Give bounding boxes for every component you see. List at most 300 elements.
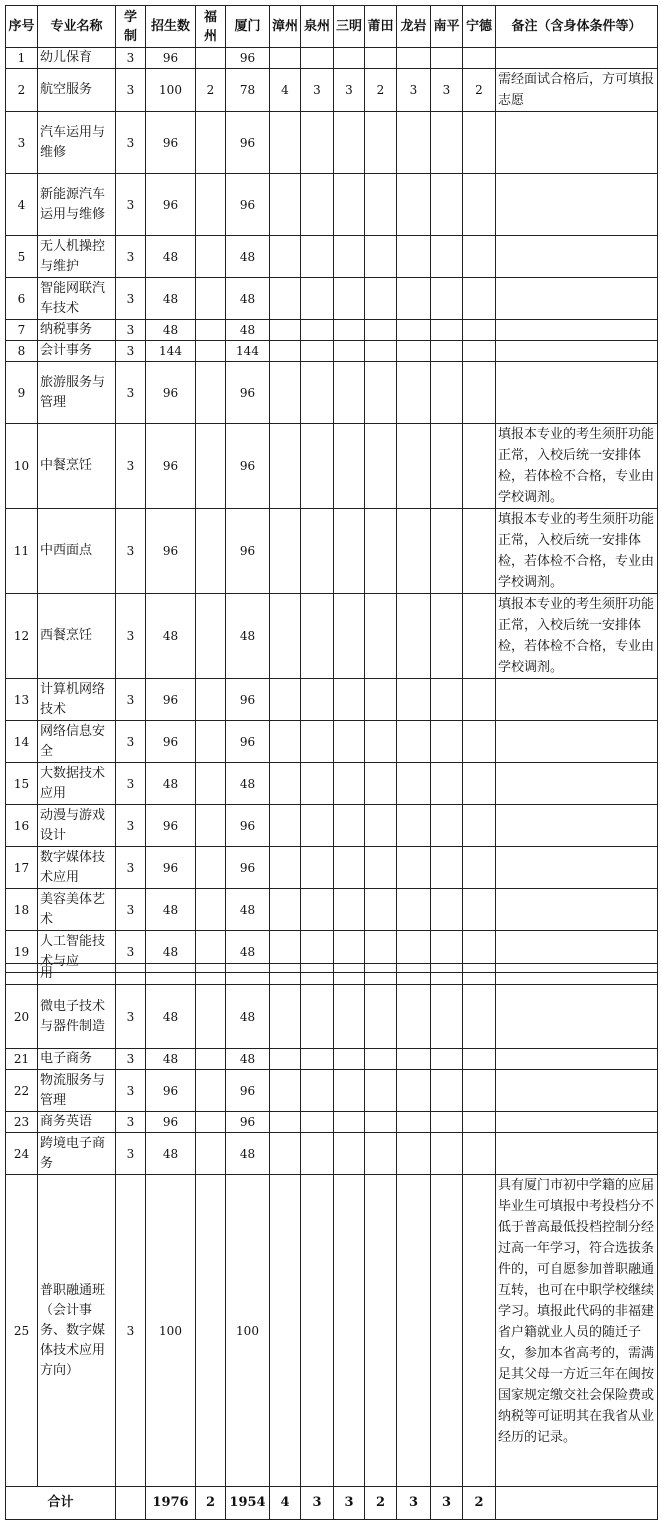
cell-enroll: 48 bbox=[146, 278, 196, 320]
enrollment-table bbox=[5, 5, 658, 973]
cell-fuzhou bbox=[196, 721, 226, 763]
cell-quanzhou bbox=[301, 1133, 334, 1175]
table-row bbox=[6, 69, 658, 112]
cell-nanping bbox=[431, 236, 463, 278]
cell-nanping bbox=[431, 985, 463, 1049]
cell-putian bbox=[365, 320, 397, 341]
cell-sanming bbox=[334, 805, 365, 847]
cell-remark bbox=[496, 847, 658, 889]
cell-seq: 6 bbox=[6, 278, 38, 320]
cell-longyan bbox=[397, 424, 431, 509]
table-row bbox=[6, 236, 658, 278]
cell-nanping bbox=[431, 889, 463, 931]
cell-major: 动漫与游戏设计 bbox=[38, 805, 116, 847]
cell-zhangzhou bbox=[270, 1175, 301, 1487]
cell-xiamen: 96 bbox=[226, 362, 270, 424]
cell-seq: 23 bbox=[6, 1112, 38, 1133]
cell-enroll: 100 bbox=[146, 1175, 196, 1487]
cell-ningde bbox=[463, 509, 496, 594]
header-remark: 备注（含身体条件等） bbox=[496, 6, 658, 48]
cell-nanping bbox=[431, 1070, 463, 1112]
cell-longyan bbox=[397, 679, 431, 721]
cell-sanming bbox=[334, 1175, 365, 1487]
cell-years: 3 bbox=[116, 174, 146, 236]
cell-longyan bbox=[397, 362, 431, 424]
cell-quanzhou bbox=[301, 362, 334, 424]
cell-xiamen: 48 bbox=[226, 889, 270, 931]
cell-years: 3 bbox=[116, 341, 146, 362]
cell-xiamen: 96 bbox=[226, 805, 270, 847]
cell-ningde bbox=[463, 721, 496, 763]
cell-longyan bbox=[397, 805, 431, 847]
cell-nanping bbox=[431, 594, 463, 679]
cell-quanzhou bbox=[301, 424, 334, 509]
table-body bbox=[6, 48, 658, 973]
total-fuzhou: 2 bbox=[196, 1487, 226, 1520]
cell-seq: 19 bbox=[6, 931, 38, 973]
cell-fuzhou bbox=[196, 424, 226, 509]
cell-ningde bbox=[463, 320, 496, 341]
table-row bbox=[6, 594, 658, 679]
cell-remark bbox=[496, 985, 658, 1049]
cell-major: 网络信息安全 bbox=[38, 721, 116, 763]
cell-zhangzhou bbox=[270, 320, 301, 341]
cell-sanming bbox=[334, 679, 365, 721]
cell-years: 3 bbox=[116, 320, 146, 341]
cell-remark bbox=[496, 112, 658, 174]
cell-remark bbox=[496, 679, 658, 721]
cell-remark: 需经面试合格后，方可填报志愿 bbox=[496, 69, 658, 112]
cell-seq: 16 bbox=[6, 805, 38, 847]
total-longyan: 3 bbox=[397, 1487, 431, 1520]
cell-ningde bbox=[463, 1133, 496, 1175]
cell-xiamen: 78 bbox=[226, 69, 270, 112]
cell-major: 美容美体艺术 bbox=[38, 889, 116, 931]
cell-major: 微电子技术与器件制造 bbox=[38, 985, 116, 1049]
cell-longyan bbox=[397, 1112, 431, 1133]
cell-years: 3 bbox=[116, 236, 146, 278]
cell-major: 新能源汽车运用与维修 bbox=[38, 174, 116, 236]
cell-remark bbox=[496, 341, 658, 362]
cell-enroll: 96 bbox=[146, 48, 196, 69]
cell-enroll: 96 bbox=[146, 424, 196, 509]
cell-enroll: 48 bbox=[146, 1049, 196, 1070]
cell-fuzhou bbox=[196, 112, 226, 174]
cell-sanming bbox=[334, 424, 365, 509]
cell-seq: 5 bbox=[6, 236, 38, 278]
cell-seq: 9 bbox=[6, 362, 38, 424]
cell-ningde bbox=[463, 424, 496, 509]
cell-zhangzhou bbox=[270, 763, 301, 805]
cell-fuzhou bbox=[196, 362, 226, 424]
cell-quanzhou bbox=[301, 509, 334, 594]
cell-nanping bbox=[431, 763, 463, 805]
cell-remark bbox=[496, 763, 658, 805]
table-row bbox=[6, 1133, 658, 1175]
cell-remark: 具有厦门市初中学籍的应届毕业生可填报中考投档分不低于普高最低投档控制分经过高一年学习，符合选拔条件的，可自愿参加普职融通互转，也可在中职学校继续学习。填报此代码的非福建省户籍就业人员的随迁子女，参加本省高考的，需满足其父母一方近三年在闽按国家规定缴交社会保险费或纳税等可证明其在我省从业经历的记录。 bbox=[496, 1175, 658, 1487]
cell-xiamen: 96 bbox=[226, 847, 270, 889]
cell-years: 3 bbox=[116, 679, 146, 721]
cell-enroll: 48 bbox=[146, 763, 196, 805]
cell-quanzhou bbox=[301, 341, 334, 362]
cell-putian bbox=[365, 1112, 397, 1133]
cell-ningde bbox=[463, 985, 496, 1049]
cell-xiamen: 96 bbox=[226, 509, 270, 594]
cell-longyan bbox=[397, 721, 431, 763]
cell-ningde bbox=[463, 1175, 496, 1487]
cell-xiamen: 96 bbox=[226, 424, 270, 509]
total-xiamen: 1954 bbox=[226, 1487, 270, 1520]
table-row bbox=[6, 1049, 658, 1070]
cell-fuzhou bbox=[196, 1133, 226, 1175]
cell-longyan bbox=[397, 236, 431, 278]
cell-ningde bbox=[463, 1049, 496, 1070]
header-nanping: 南平 bbox=[431, 6, 463, 48]
cell-zhangzhou bbox=[270, 174, 301, 236]
cell-ningde bbox=[463, 362, 496, 424]
cell-xiamen: 48 bbox=[226, 236, 270, 278]
cell-nanping bbox=[431, 362, 463, 424]
cell-enroll: 48 bbox=[146, 1133, 196, 1175]
cell-nanping bbox=[431, 1049, 463, 1070]
cell-nanping bbox=[431, 278, 463, 320]
cell-remark bbox=[496, 805, 658, 847]
cell-longyan bbox=[397, 278, 431, 320]
cell-enroll: 96 bbox=[146, 1112, 196, 1133]
cell-enroll: 48 bbox=[146, 931, 196, 973]
cell-seq: 20 bbox=[6, 985, 38, 1049]
cell-years: 3 bbox=[116, 1112, 146, 1133]
cell-quanzhou bbox=[301, 48, 334, 69]
cell-nanping bbox=[431, 847, 463, 889]
cell-putian bbox=[365, 1133, 397, 1175]
cell-putian bbox=[365, 721, 397, 763]
table-row bbox=[6, 174, 658, 236]
cell-putian bbox=[365, 985, 397, 1049]
total-ningde: 2 bbox=[463, 1487, 496, 1520]
table-row bbox=[6, 1175, 658, 1487]
table-row bbox=[6, 805, 658, 847]
cell-quanzhou bbox=[301, 805, 334, 847]
cell-quanzhou bbox=[301, 889, 334, 931]
table-row bbox=[6, 1112, 658, 1133]
cell-ningde bbox=[463, 236, 496, 278]
cell-zhangzhou bbox=[270, 679, 301, 721]
enrollment-table-continued bbox=[5, 963, 658, 1520]
cell-longyan bbox=[397, 1049, 431, 1070]
cell-zhangzhou bbox=[270, 847, 301, 889]
cell-putian bbox=[365, 1049, 397, 1070]
cell-major: 普职融通班（会计事务、数字媒体技术应用方向） bbox=[38, 1175, 116, 1487]
cell-xiamen: 96 bbox=[226, 1070, 270, 1112]
cell-xiamen: 96 bbox=[226, 174, 270, 236]
header-fuzhou: 福州 bbox=[196, 6, 226, 48]
cell-nanping bbox=[431, 1175, 463, 1487]
table-row bbox=[6, 424, 658, 509]
cell-years: 3 bbox=[116, 509, 146, 594]
cell-longyan bbox=[397, 985, 431, 1049]
cell-putian bbox=[365, 48, 397, 69]
cell-years: 3 bbox=[116, 721, 146, 763]
cell-fuzhou bbox=[196, 1070, 226, 1112]
cell-longyan bbox=[397, 889, 431, 931]
cell-seq: 12 bbox=[6, 594, 38, 679]
cell-major: 物流服务与管理 bbox=[38, 1070, 116, 1112]
cell-fuzhou bbox=[196, 679, 226, 721]
header-putian: 莆田 bbox=[365, 6, 397, 48]
cell-remark bbox=[496, 889, 658, 931]
cell-sanming bbox=[334, 889, 365, 931]
cell-sanming bbox=[334, 985, 365, 1049]
total-sanming: 3 bbox=[334, 1487, 365, 1520]
cell-nanping bbox=[431, 679, 463, 721]
cell-quanzhou bbox=[301, 763, 334, 805]
cell-major: 商务英语 bbox=[38, 1112, 116, 1133]
cell-years: 3 bbox=[116, 1070, 146, 1112]
cell-major: 计算机网络技术 bbox=[38, 679, 116, 721]
cell-zhangzhou bbox=[270, 48, 301, 69]
table-row bbox=[6, 112, 658, 174]
cell-zhangzhou bbox=[270, 889, 301, 931]
cell-zhangzhou bbox=[270, 509, 301, 594]
cell-quanzhou bbox=[301, 236, 334, 278]
cell-ningde bbox=[463, 805, 496, 847]
cell-enroll: 96 bbox=[146, 721, 196, 763]
cell-sanming bbox=[334, 341, 365, 362]
cell-zhangzhou bbox=[270, 721, 301, 763]
cell-enroll: 96 bbox=[146, 847, 196, 889]
header-sanming: 三明 bbox=[334, 6, 365, 48]
table-row bbox=[6, 763, 658, 805]
cell-remark bbox=[496, 1070, 658, 1112]
cell-longyan bbox=[397, 1175, 431, 1487]
cell-zhangzhou bbox=[270, 236, 301, 278]
total-years bbox=[116, 1487, 146, 1520]
cell-putian: 2 bbox=[365, 69, 397, 112]
cell-seq: 10 bbox=[6, 424, 38, 509]
cell-sanming bbox=[334, 1112, 365, 1133]
cell-seq: 4 bbox=[6, 174, 38, 236]
cell-sanming bbox=[334, 594, 365, 679]
cell-remark bbox=[496, 1112, 658, 1133]
cell-enroll: 96 bbox=[146, 174, 196, 236]
table-row bbox=[6, 889, 658, 931]
cell-ningde bbox=[463, 889, 496, 931]
cell-putian bbox=[365, 1175, 397, 1487]
cell-xiamen: 96 bbox=[226, 1112, 270, 1133]
cell-fuzhou bbox=[196, 805, 226, 847]
cell-nanping bbox=[431, 320, 463, 341]
cell-zhangzhou bbox=[270, 278, 301, 320]
cell-nanping bbox=[431, 1133, 463, 1175]
cell-years: 3 bbox=[116, 424, 146, 509]
cell-remark bbox=[496, 1049, 658, 1070]
cell-enroll: 144 bbox=[146, 341, 196, 362]
cell-xiamen: 48 bbox=[226, 763, 270, 805]
cell-enroll: 100 bbox=[146, 69, 196, 112]
cell-quanzhou bbox=[301, 847, 334, 889]
cell-zhangzhou bbox=[270, 362, 301, 424]
cell-quanzhou bbox=[301, 174, 334, 236]
cell-longyan bbox=[397, 509, 431, 594]
total-nanping: 3 bbox=[431, 1487, 463, 1520]
cell-longyan bbox=[397, 112, 431, 174]
cell-ningde bbox=[463, 1070, 496, 1112]
cell-zhangzhou bbox=[270, 805, 301, 847]
cell-sanming bbox=[334, 1070, 365, 1112]
cell-enroll: 48 bbox=[146, 889, 196, 931]
cell-longyan bbox=[397, 320, 431, 341]
cell-fuzhou bbox=[196, 174, 226, 236]
cell-major: 纳税事务 bbox=[38, 320, 116, 341]
table-row bbox=[6, 341, 658, 362]
cell-years: 3 bbox=[116, 112, 146, 174]
cell-putian bbox=[365, 112, 397, 174]
table-row bbox=[6, 721, 658, 763]
cell-fuzhou bbox=[196, 236, 226, 278]
cell-years: 3 bbox=[116, 847, 146, 889]
header-major: 专业名称 bbox=[38, 6, 116, 48]
cell-quanzhou bbox=[301, 1175, 334, 1487]
cell-seq: 8 bbox=[6, 341, 38, 362]
cell-xiamen: 96 bbox=[226, 679, 270, 721]
table-row bbox=[6, 1070, 658, 1112]
cell-putian bbox=[365, 236, 397, 278]
cell-enroll: 48 bbox=[146, 985, 196, 1049]
cell-sanming bbox=[334, 320, 365, 341]
cell-sanming bbox=[334, 174, 365, 236]
cell-enroll: 96 bbox=[146, 362, 196, 424]
cell-putian bbox=[365, 805, 397, 847]
cell-ningde bbox=[463, 278, 496, 320]
cell-nanping bbox=[431, 174, 463, 236]
cell-nanping: 3 bbox=[431, 69, 463, 112]
cell-years: 3 bbox=[116, 931, 146, 973]
cell-longyan bbox=[397, 594, 431, 679]
cell-fuzhou bbox=[196, 889, 226, 931]
continuation-text: 用 bbox=[38, 964, 116, 985]
cell-quanzhou bbox=[301, 1112, 334, 1133]
cell-seq: 22 bbox=[6, 1070, 38, 1112]
cell-xiamen: 96 bbox=[226, 721, 270, 763]
cell-putian bbox=[365, 174, 397, 236]
cell-remark bbox=[496, 278, 658, 320]
cell-putian bbox=[365, 424, 397, 509]
cell-major: 幼儿保育 bbox=[38, 48, 116, 69]
cell-longyan bbox=[397, 48, 431, 69]
cell-seq: 3 bbox=[6, 112, 38, 174]
cell-years: 3 bbox=[116, 278, 146, 320]
cell-zhangzhou bbox=[270, 1070, 301, 1112]
cell-remark bbox=[496, 320, 658, 341]
cell-sanming bbox=[334, 236, 365, 278]
header-ningde: 宁德 bbox=[463, 6, 496, 48]
cell-seq: 13 bbox=[6, 679, 38, 721]
cell-sanming bbox=[334, 362, 365, 424]
cell-putian bbox=[365, 1070, 397, 1112]
cell-putian bbox=[365, 362, 397, 424]
total-enroll: 1976 bbox=[146, 1487, 196, 1520]
cell-putian bbox=[365, 847, 397, 889]
cell-putian bbox=[365, 889, 397, 931]
cell-zhangzhou bbox=[270, 594, 301, 679]
header-seq: 序号 bbox=[6, 6, 38, 48]
cell-years: 3 bbox=[116, 1049, 146, 1070]
table-row bbox=[6, 48, 658, 69]
cell-remark bbox=[496, 236, 658, 278]
cell-quanzhou bbox=[301, 112, 334, 174]
table-row bbox=[6, 679, 658, 721]
cell-sanming bbox=[334, 278, 365, 320]
cell-major: 西餐烹饪 bbox=[38, 594, 116, 679]
cell-nanping bbox=[431, 721, 463, 763]
cell-major: 中西面点 bbox=[38, 509, 116, 594]
total-zhangzhou: 4 bbox=[270, 1487, 301, 1520]
total-remark bbox=[496, 1487, 658, 1520]
cell-seq: 15 bbox=[6, 763, 38, 805]
cell-seq: 18 bbox=[6, 889, 38, 931]
cell-major: 汽车运用与维修 bbox=[38, 112, 116, 174]
cell-quanzhou bbox=[301, 594, 334, 679]
cell-quanzhou bbox=[301, 278, 334, 320]
cell-xiamen: 144 bbox=[226, 341, 270, 362]
table-row bbox=[6, 985, 658, 1049]
cell-nanping bbox=[431, 341, 463, 362]
cell-putian bbox=[365, 341, 397, 362]
cell-major: 智能网联汽车技术 bbox=[38, 278, 116, 320]
cell-xiamen: 96 bbox=[226, 112, 270, 174]
cell-years: 3 bbox=[116, 805, 146, 847]
cell-sanming bbox=[334, 112, 365, 174]
cell-sanming: 3 bbox=[334, 69, 365, 112]
cell-sanming bbox=[334, 721, 365, 763]
cell-enroll: 48 bbox=[146, 594, 196, 679]
cell-quanzhou: 3 bbox=[301, 69, 334, 112]
cell-ningde bbox=[463, 174, 496, 236]
cell-years: 3 bbox=[116, 889, 146, 931]
cell-enroll: 48 bbox=[146, 320, 196, 341]
header-years: 学制 bbox=[116, 6, 146, 48]
cell-xiamen: 48 bbox=[226, 1049, 270, 1070]
cell-sanming bbox=[334, 847, 365, 889]
cell-ningde bbox=[463, 1112, 496, 1133]
cell-enroll: 96 bbox=[146, 679, 196, 721]
total-putian: 2 bbox=[365, 1487, 397, 1520]
cell-xiamen: 100 bbox=[226, 1175, 270, 1487]
cell-enroll: 48 bbox=[146, 236, 196, 278]
cell-years: 3 bbox=[116, 594, 146, 679]
cell-longyan bbox=[397, 763, 431, 805]
table-row bbox=[6, 847, 658, 889]
header-quanzhou: 泉州 bbox=[301, 6, 334, 48]
table-row bbox=[6, 509, 658, 594]
cell-years: 3 bbox=[116, 1175, 146, 1487]
cell-zhangzhou bbox=[270, 424, 301, 509]
cell-zhangzhou bbox=[270, 1112, 301, 1133]
cell-quanzhou bbox=[301, 985, 334, 1049]
total-row bbox=[6, 1487, 658, 1520]
cell-remark bbox=[496, 48, 658, 69]
cell-remark: 填报本专业的考生须肝功能正常，入校后统一安排体检，若体检不合格，专业由学校调剂。 bbox=[496, 424, 658, 509]
cell-putian bbox=[365, 763, 397, 805]
cell-seq: 21 bbox=[6, 1049, 38, 1070]
header-zhangzhou: 漳州 bbox=[270, 6, 301, 48]
cell-fuzhou bbox=[196, 320, 226, 341]
cell-zhangzhou: 4 bbox=[270, 69, 301, 112]
cell-longyan: 3 bbox=[397, 69, 431, 112]
cell-longyan bbox=[397, 174, 431, 236]
cell-nanping bbox=[431, 424, 463, 509]
